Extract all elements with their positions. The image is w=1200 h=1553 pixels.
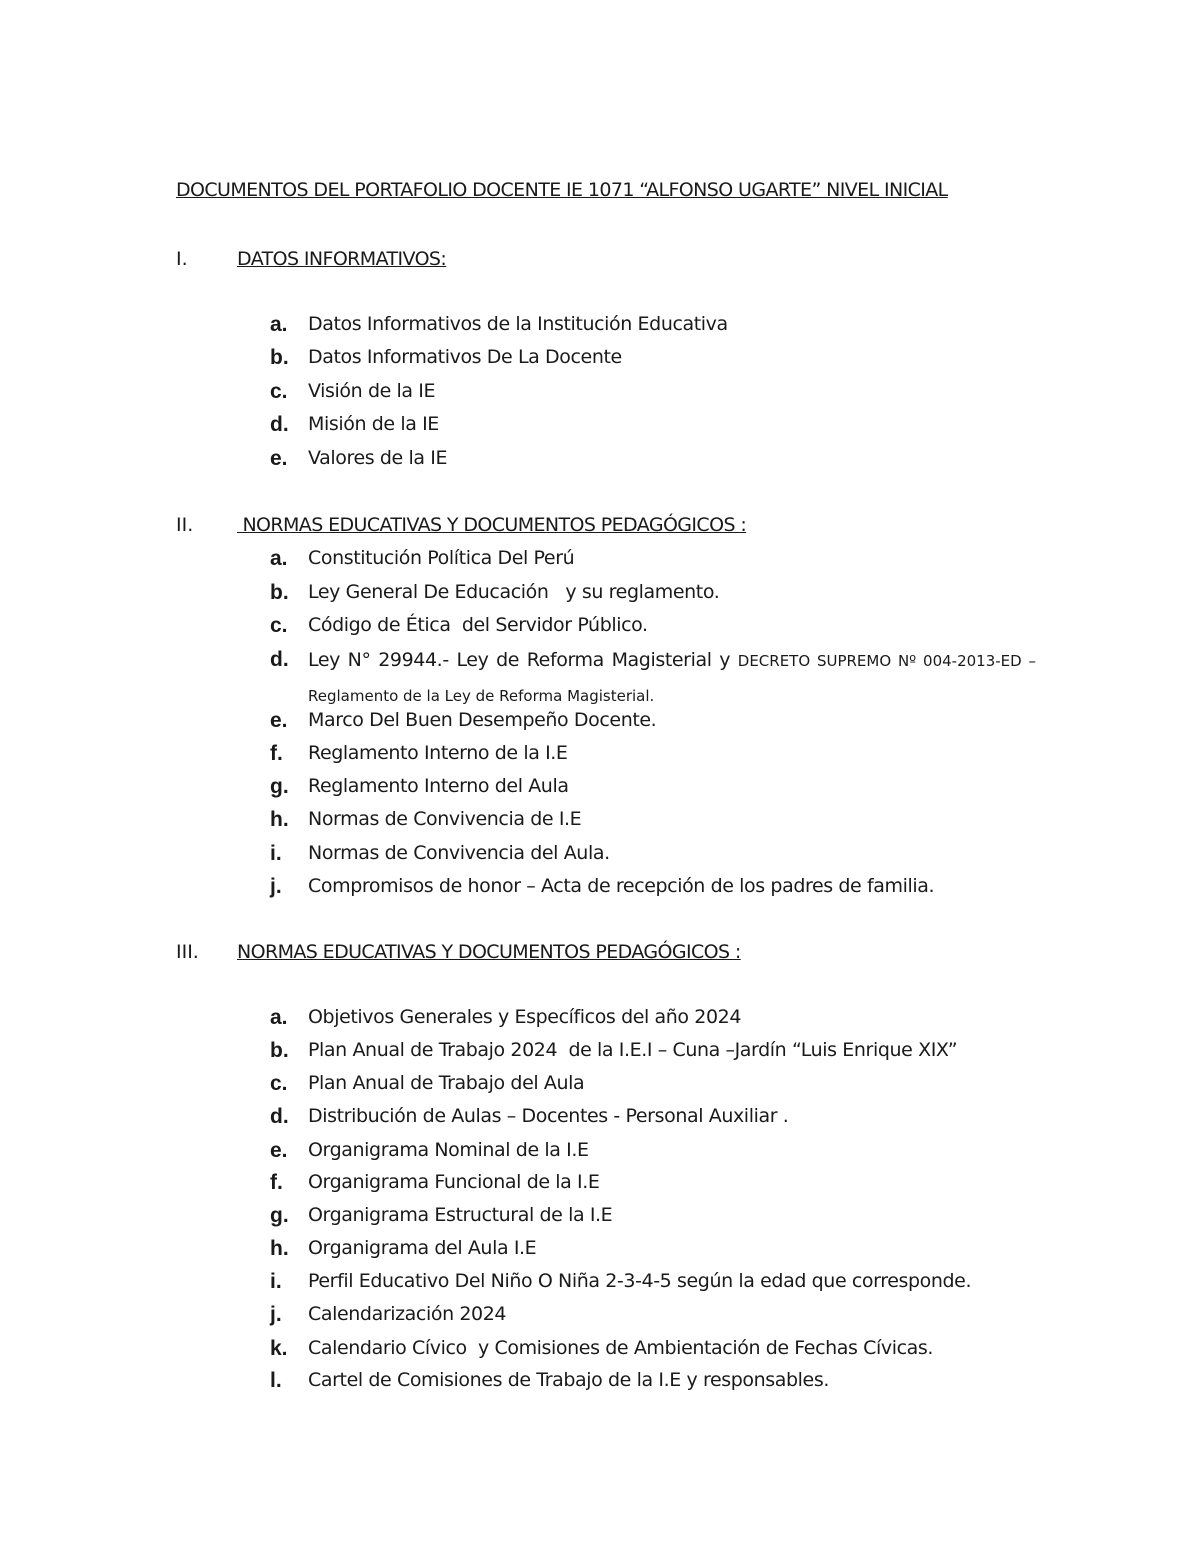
item-letter: g. [270,775,289,798]
list-item [270,313,1040,343]
section-numeral: I. [176,248,188,270]
item-text: Plan Anual de Trabajo 2024 de la I.E.I – Cuna –Jardín “Luis Enrique XIX” [308,1039,958,1061]
section-numeral: II. [176,514,194,536]
item-text: Código de Ética del Servidor Público. [308,614,648,636]
item-letter: e. [270,709,288,732]
item-letter: d. [270,1105,289,1128]
list-item [270,648,1040,712]
item-letter: l. [270,1369,282,1392]
list-item [270,1204,1040,1234]
list-item [270,547,1040,577]
item-text: Visión de la IE [308,380,436,402]
list-item [270,1237,1040,1267]
item-text [308,643,1036,713]
list-item [270,1303,1040,1333]
item-text-main: Ley N° 29944.- Ley de Reforma Magisterial y [308,649,738,671]
item-letter: g. [270,1204,289,1227]
list-item [270,775,1040,805]
item-text: Reglamento Interno de la I.E [308,742,568,764]
item-text: Cartel de Comisiones de Trabajo de la I.E y responsables. [308,1369,829,1391]
item-letter: a. [270,1006,288,1029]
list-item [270,875,1040,905]
item-text: Plan Anual de Trabajo del Aula [308,1072,585,1094]
item-text: Organigrama Funcional de la I.E [308,1171,600,1193]
section-title: NORMAS EDUCATIVAS Y DOCUMENTOS PEDAGÓGICOS : [237,941,741,963]
section-title: DATOS INFORMATIVOS: [237,248,447,270]
item-letter: b. [270,346,289,369]
item-letter: h. [270,808,289,831]
item-letter: i. [270,1270,282,1293]
item-letter: e. [270,1139,288,1162]
section-title: NORMAS EDUCATIVAS Y DOCUMENTOS PEDAGÓGICOS : [237,514,747,536]
item-letter: a. [270,313,288,336]
list-item [270,1105,1040,1135]
item-letter: h. [270,1237,289,1260]
list-item [270,614,1040,644]
item-text: Objetivos Generales y Específicos del año 2024 [308,1006,742,1028]
list-item [270,380,1040,410]
item-letter: f. [270,742,283,765]
item-text: Datos Informativos De La Docente [308,346,622,368]
section-heading [0,941,1200,971]
list-item [270,842,1040,872]
list-item [270,1006,1040,1036]
item-letter: c. [270,1072,288,1095]
list-item [270,1270,1040,1300]
item-letter: k. [270,1337,288,1360]
item-text: Perfil Educativo Del Niño O Niña 2-3-4-5 según la edad que corresponde. [308,1270,972,1292]
list-item [270,1072,1040,1102]
item-text: Calendario Cívico y Comisiones de Ambientación de Fechas Cívicas. [308,1337,934,1359]
item-letter: c. [270,380,288,403]
item-text: Datos Informativos de la Institución Educativa [308,313,728,335]
list-item [270,1369,1040,1399]
list-item [270,709,1040,739]
item-text: Reglamento Interno del Aula [308,775,569,797]
list-item [270,413,1040,443]
item-letter: b. [270,581,289,604]
item-text: Valores de la IE [308,447,448,469]
item-letter: e. [270,447,288,470]
item-text: Normas de Convivencia del Aula. [308,842,610,864]
item-letter: j. [270,875,282,898]
list-item [270,1039,1040,1069]
list-item [270,346,1040,376]
item-text: Normas de Convivencia de I.E [308,808,582,830]
item-text: Distribución de Aulas – Docentes - Personal Auxiliar . [308,1105,789,1127]
item-text: Compromisos de honor – Acta de recepción de los padres de familia. [308,875,935,897]
item-letter: d. [270,413,289,436]
item-letter: i. [270,842,282,865]
item-text: Organigrama Nominal de la I.E [308,1139,589,1161]
item-text: Ley General De Educación y su reglamento. [308,581,720,603]
list-item [270,1171,1040,1201]
section-heading [0,248,1200,278]
item-letter: d. [270,648,289,671]
item-letter: f. [270,1171,283,1194]
item-text-decree: DECRETO SUPREMO Nº 004-2013-ED – Reglamento de la Ley de Reforma Magisterial. [308,652,1036,705]
item-letter: j. [270,1303,282,1326]
item-text: Marco Del Buen Desempeño Docente. [308,709,657,731]
item-text: Organigrama del Aula I.E [308,1237,537,1259]
item-text: Organigrama Estructural de la I.E [308,1204,613,1226]
item-letter: a. [270,547,288,570]
item-letter: c. [270,614,288,637]
section-numeral: III. [176,941,199,963]
list-item [270,581,1040,611]
item-text: Constitución Política Del Perú [308,547,575,569]
item-text: Calendarización 2024 [308,1303,507,1325]
list-item [270,447,1040,477]
list-item [270,1139,1040,1169]
section-heading [0,514,1200,544]
document-title: DOCUMENTOS DEL PORTAFOLIO DOCENTE IE 1071 “ALFONSO UGARTE” NIVEL INICIAL [176,179,948,201]
list-item [270,742,1040,772]
list-item [270,1337,1040,1367]
item-text: Misión de la IE [308,413,439,435]
list-item [270,808,1040,838]
item-letter: b. [270,1039,289,1062]
